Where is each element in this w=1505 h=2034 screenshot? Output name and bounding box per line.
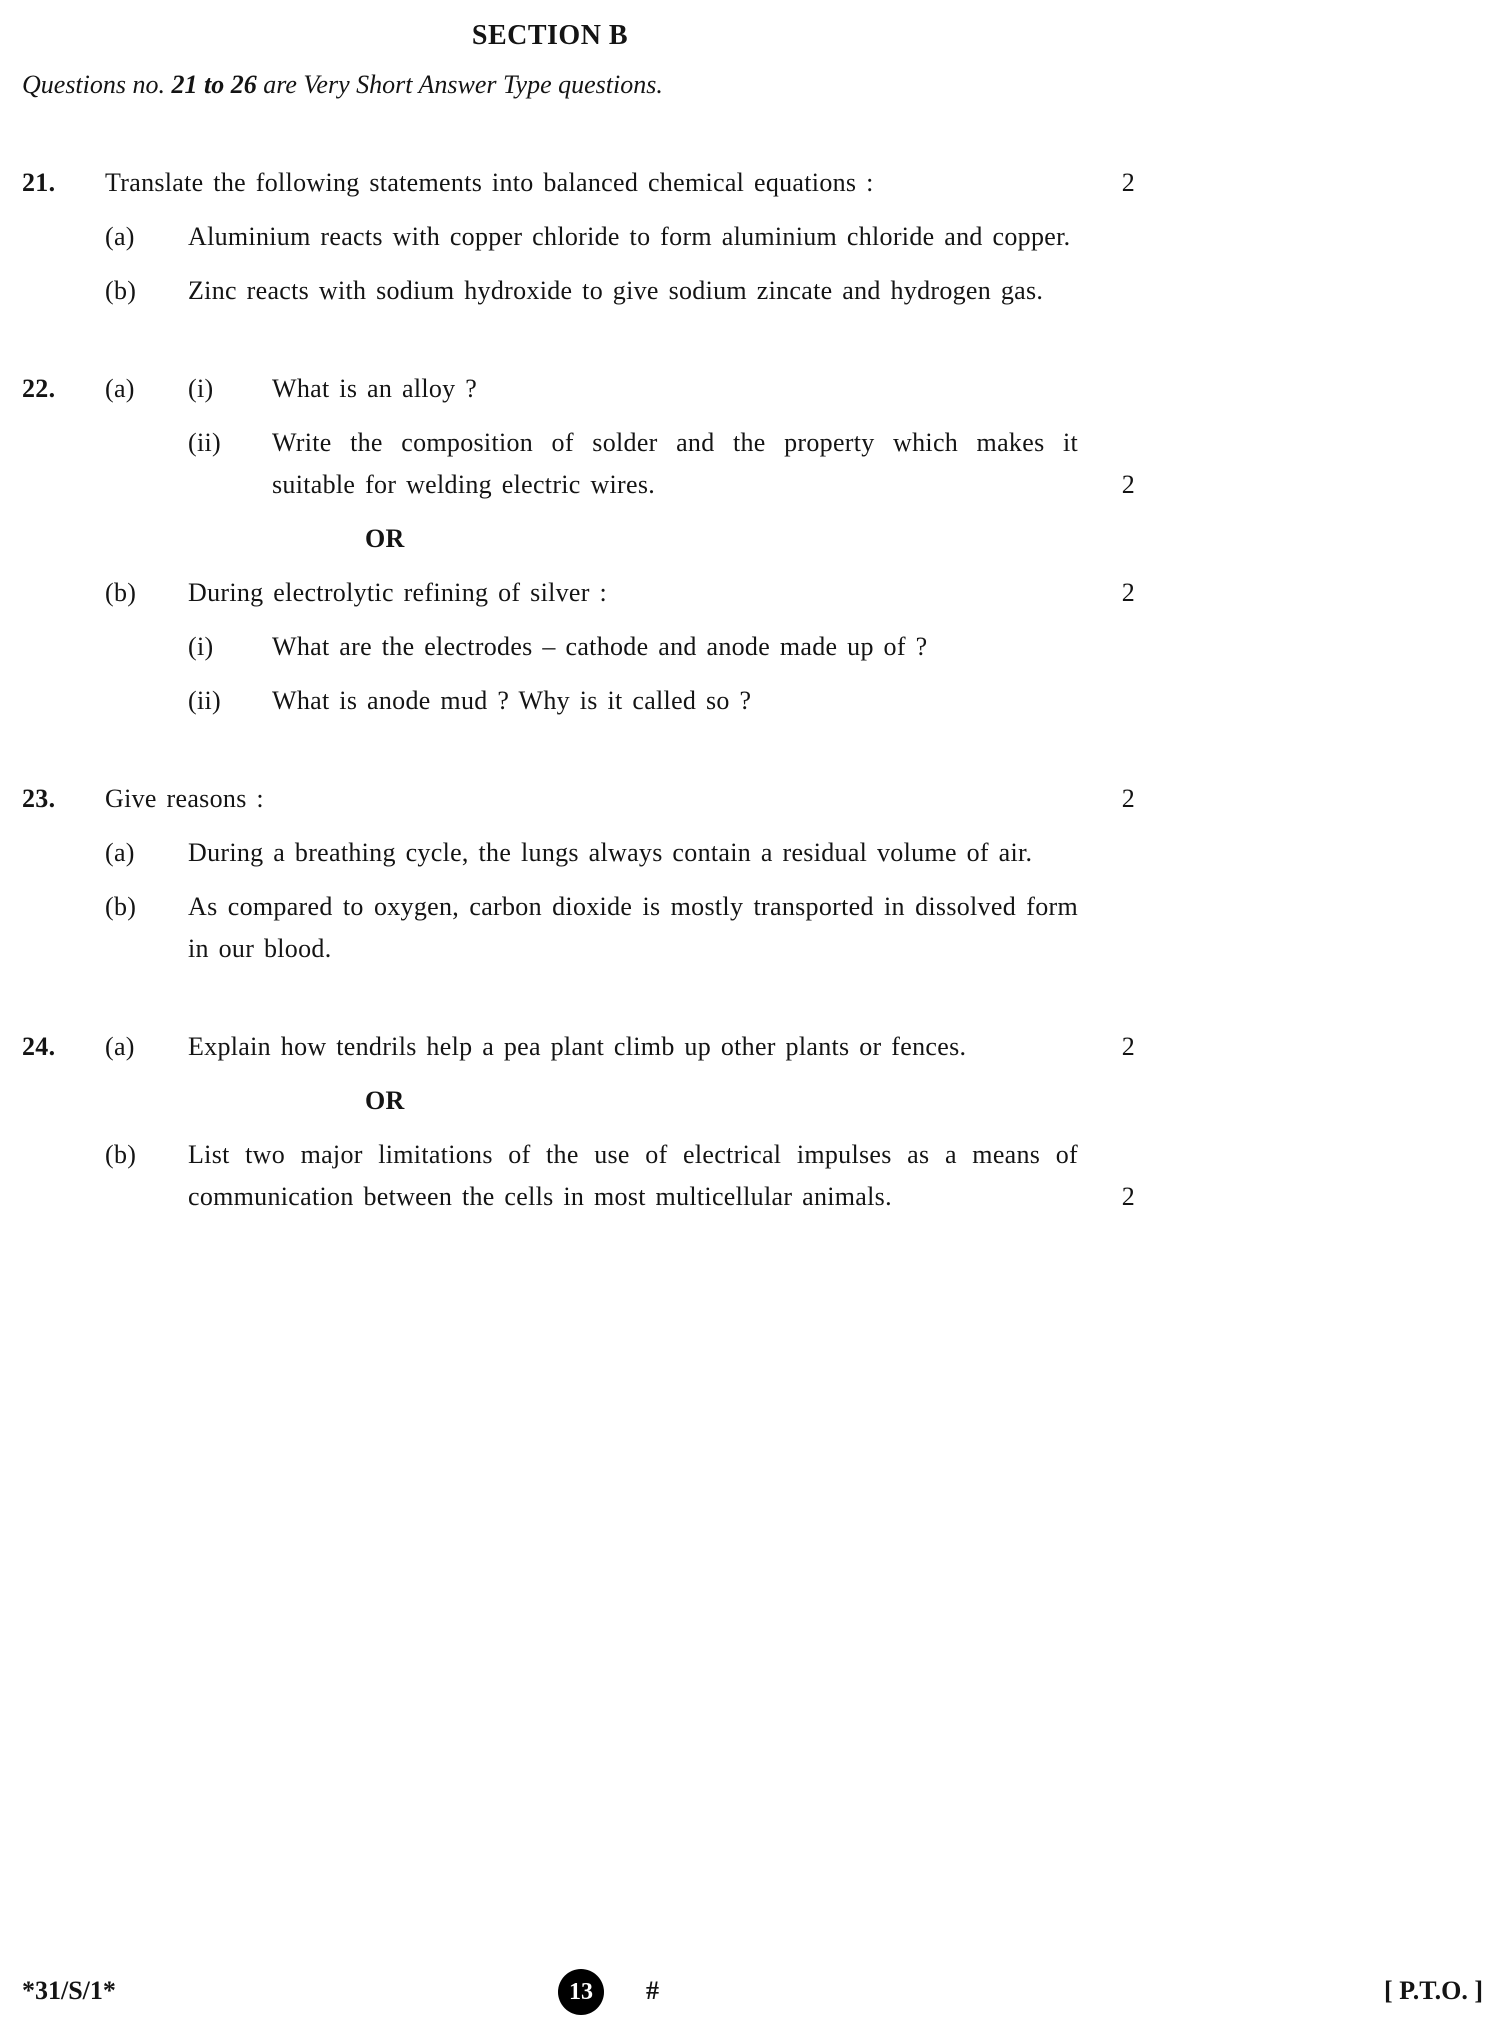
- part-label: (b): [105, 276, 137, 305]
- marks-value: 2: [1121, 578, 1135, 607]
- part-text: Explain how tendrils help a pea plant climb up other plants or fences.: [188, 1032, 967, 1061]
- paper-code: *31/S/1*: [22, 1976, 116, 2005]
- question-21-part-a: [22, 216, 1135, 258]
- sub-text: What are the electrodes – cathode and anode made up of ?: [272, 632, 928, 661]
- sub-label: (i): [188, 374, 214, 403]
- intro-text: [22, 64, 1135, 106]
- page-footer: [0, 1968, 1505, 2016]
- part-text: Zinc reacts with sodium hydroxide to give sodium zincate and hydrogen gas.: [188, 276, 1044, 305]
- question-22-part-a-sub-i: [22, 368, 1135, 410]
- question-24-part-a: [22, 1026, 1135, 1068]
- question-21: [22, 162, 1135, 312]
- intro-post: are Very Short Answer Type questions.: [256, 70, 663, 99]
- question-23-part-a: [22, 832, 1135, 874]
- page-number-badge: 13: [558, 1969, 604, 2015]
- sub-text: What is anode mud ? Why is it called so ?: [272, 686, 752, 715]
- question-22-part-b-sub-i: [22, 626, 1135, 668]
- part-text: As compared to oxygen, carbon dioxide is mostly transported in dissolved form in our blood.: [188, 892, 1078, 963]
- part-label: (b): [105, 892, 137, 921]
- part-label: (a): [105, 374, 135, 403]
- part-label: (b): [105, 578, 137, 607]
- sub-label: (i): [188, 632, 214, 661]
- question-text: Give reasons :: [105, 784, 264, 813]
- question-number: 21.: [22, 168, 56, 197]
- question-number: 23.: [22, 784, 56, 813]
- question-21-heading: [22, 162, 1135, 204]
- part-text: During a breathing cycle, the lungs always contain a residual volume of air.: [188, 838, 1033, 867]
- question-23: [22, 778, 1135, 970]
- question-number: 24.: [22, 1032, 56, 1061]
- pto-label: [ P.T.O. ]: [1384, 1976, 1483, 2005]
- or-separator: OR: [365, 524, 405, 553]
- question-number: 22.: [22, 374, 56, 403]
- marks-value: 2: [1121, 1032, 1135, 1061]
- sub-label: (ii): [188, 428, 221, 457]
- question-22-part-a-sub-ii: [22, 422, 1135, 506]
- question-22: [22, 368, 1135, 722]
- or-separator: OR: [365, 1086, 405, 1115]
- part-text: List two major limitations of the use of electrical impulses as a means of communication between the cells in most multicellular animals.: [188, 1140, 1078, 1211]
- sub-text: Write the composition of solder and the property which makes it suitable for welding electric wires.: [272, 428, 1078, 499]
- marks-value: 2: [1121, 1182, 1135, 1211]
- page-content: [22, 14, 1135, 1218]
- question-23-part-b: [22, 886, 1135, 970]
- sub-text: What is an alloy ?: [272, 374, 478, 403]
- marks-value: 2: [1121, 784, 1135, 813]
- question-23-heading: [22, 778, 1135, 820]
- intro-pre: Questions no.: [22, 70, 172, 99]
- part-label: (a): [105, 838, 135, 867]
- marks-value: 2: [1121, 470, 1135, 499]
- part-text: During electrolytic refining of silver :: [188, 578, 608, 607]
- hash-symbol: #: [646, 1976, 659, 2005]
- sub-label: (ii): [188, 686, 221, 715]
- question-text: Translate the following statements into balanced chemical equations :: [105, 168, 874, 197]
- question-21-part-b: [22, 270, 1135, 312]
- section-title: SECTION B: [471, 20, 629, 51]
- question-22-part-b-sub-ii: [22, 680, 1135, 722]
- part-label: (a): [105, 222, 135, 251]
- marks-value: 2: [1121, 168, 1135, 197]
- part-label: (b): [105, 1140, 137, 1169]
- question-24: [22, 1026, 1135, 1218]
- question-24-part-b: [22, 1134, 1135, 1218]
- question-22-part-b: [22, 572, 1135, 614]
- part-label: (a): [105, 1032, 135, 1061]
- intro-question-range: 21 to 26: [171, 70, 257, 99]
- part-text: Aluminium reacts with copper chloride to form aluminium chloride and copper.: [188, 222, 1071, 251]
